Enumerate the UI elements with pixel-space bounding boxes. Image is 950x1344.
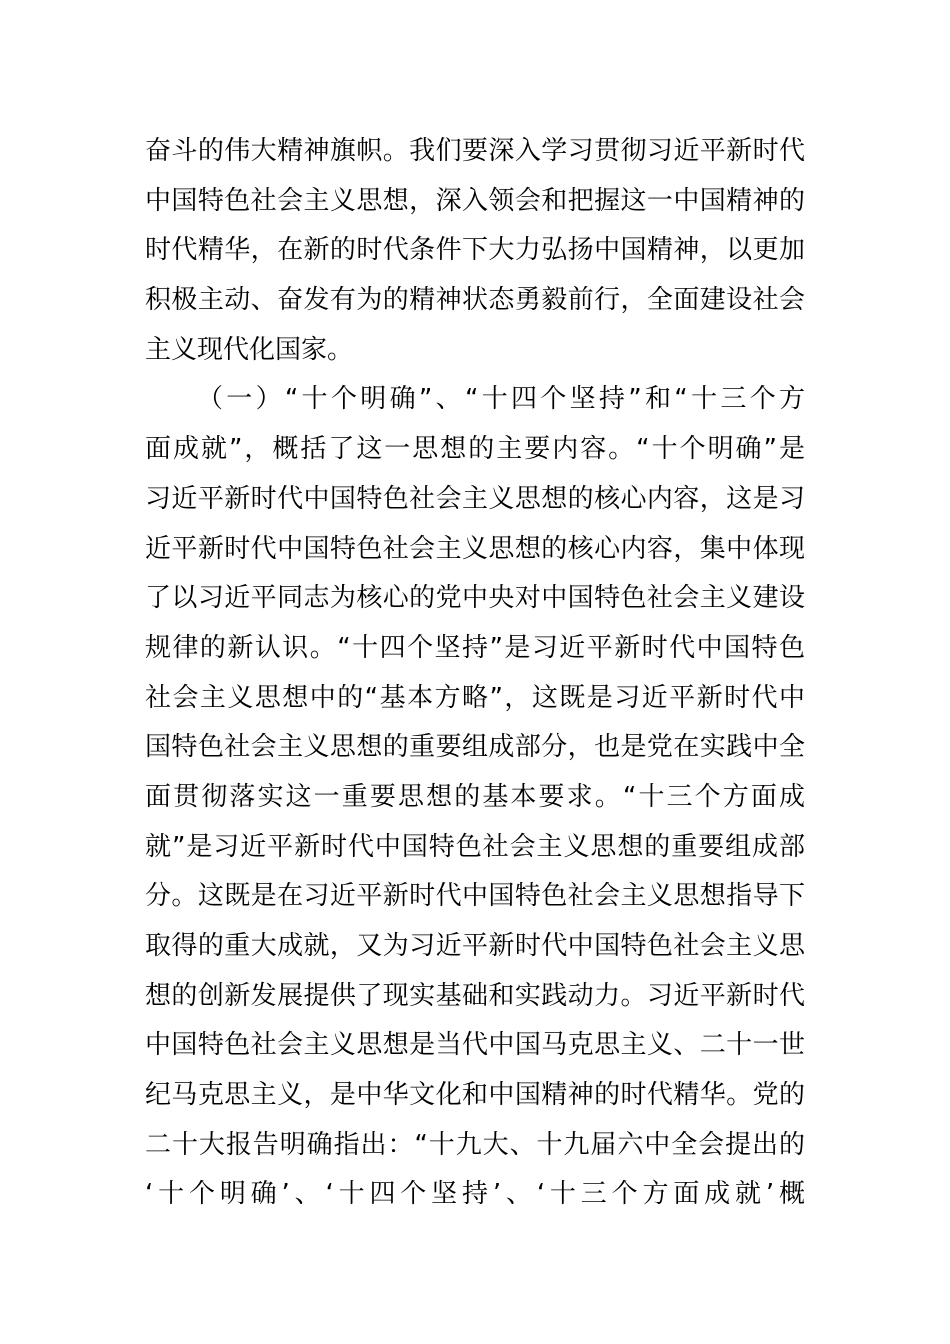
text-line: 奋斗的伟大精神旗帜。我们要深入学习贯彻习近平新时代 (145, 136, 805, 166)
text-line: 积极主动、奋发有为的精神状态勇毅前行，全面建设社会 (145, 285, 805, 316)
text-line: 就”是习近平新时代中国特色社会主义思想的重要组成部 (145, 831, 805, 862)
text-line: 二十大报告明确指出：“十九大、十九届六中全会提出的 (145, 1129, 805, 1160)
text-line: 近平新时代中国特色社会主义思想的核心内容，集中体现 (145, 533, 805, 564)
text-line: 想的创新发展提供了现实基础和实践动力。习近平新时代 (145, 980, 805, 1011)
text-line: 规律的新认识。“十四个坚持”是习近平新时代中国特色 (145, 632, 805, 663)
text-line: 了以习近平同志为核心的党中央对中国特色社会主义建设 (145, 583, 805, 614)
body-text (145, 127, 805, 1220)
text-line: 分。这既是在习近平新时代中国特色社会主义思想指导下 (145, 881, 805, 912)
text-line: 取得的重大成就，又为习近平新时代中国特色社会主义思 (145, 931, 805, 961)
text-line: 面成就”，概括了这一思想的主要内容。“十个明确”是 (145, 434, 805, 465)
text-line: 面贯彻落实这一重要思想的基本要求。“十三个方面成 (145, 781, 805, 812)
text-line: 国特色社会主义思想的重要组成部分，也是党在实践中全 (145, 732, 805, 763)
text-line: 社会主义思想中的“基本方略”，这既是习近平新时代中 (145, 682, 805, 713)
text-line: ‘十个明确’、‘十四个坚持’、‘十三个方面成就’概 (145, 1179, 805, 1210)
text-line: 时代精华，在新的时代条件下大力弘扬中国精神，以更加 (145, 235, 805, 266)
text-line: 主义现代化国家。 (145, 334, 354, 365)
text-line: 纪马克思主义，是中华文化和中国精神的时代精华。党的 (145, 1080, 805, 1111)
text-line: 中国特色社会主义思想是当代中国马克思主义、二十一世 (145, 1030, 805, 1061)
text-line: 中国特色社会主义思想，深入领会和把握这一中国精神的 (145, 185, 805, 216)
text-line: 习近平新时代中国特色社会主义思想的核心内容，这是习 (145, 483, 805, 514)
section-heading-line: （一）“十个明确”、“十四个坚持”和“十三个方 (197, 384, 805, 415)
